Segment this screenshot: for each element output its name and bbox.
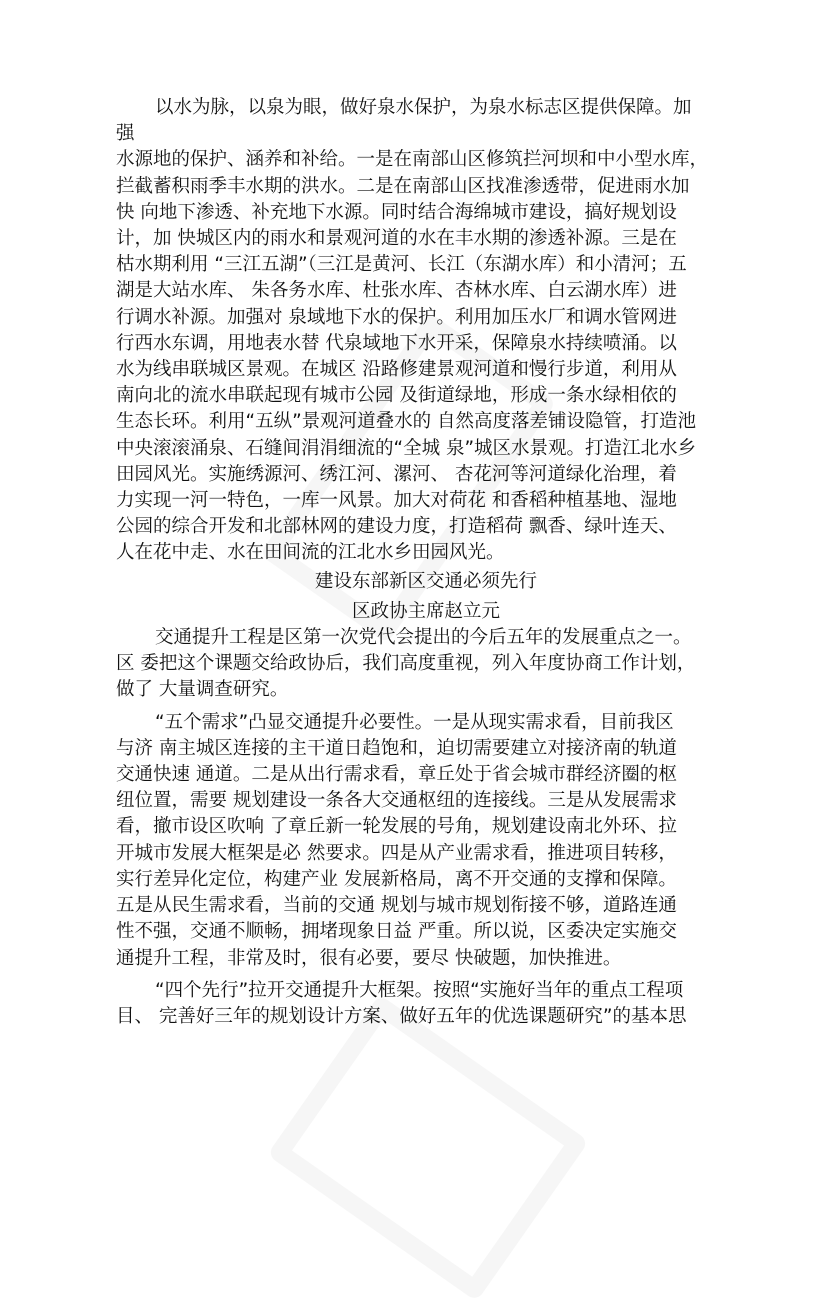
text-line: 行西水东调，用地表水替 代泉域地下水开采，保障泉水持续喷涌。以 — [116, 332, 677, 354]
text-line: 枯水期利用 “三江五湖”（三江是黄河、长江（东湖水库）和小清河；五 — [116, 254, 687, 276]
text-line: 力实现一河一特色，一库一风景。加大对荷花 和香稻种植基地、湿地 — [116, 490, 677, 512]
text-line: 强 — [116, 123, 135, 145]
text-line: 通提升工程，非常及时，很有必要，要尽 快破题，加快推进。 — [116, 947, 622, 969]
text-line: 中央滚滚涌泉、石缝间涓涓细流的“全城 泉”城区水景观。打造江北水乡 — [116, 437, 697, 459]
paragraph — [116, 625, 736, 704]
text-line: 拦截蓄积雨季丰水期的洪水。二是在南部山区找准渗透带，促进雨水加 — [116, 175, 690, 197]
text-line: 交通快速 通道。二是从出行需求看，章丘处于省会城市群经济圈的枢 — [116, 764, 677, 786]
text-line: 水源地的保护、涵养和补给。一是在南部山区修筑拦河坝和中小型水库， — [116, 149, 709, 171]
article-author: 区政协主席赵立元 — [351, 600, 500, 622]
text-line: 实行差异化定位，构建产业 发展新格局，离不开交通的支撑和保障。 — [116, 868, 677, 890]
text-line: 交通提升工程是区第一次党代会提出的今后五年的发展重点之一。 — [155, 627, 692, 649]
text-line: 做了 大量调查研究。 — [116, 679, 289, 701]
text-line: 田园风光。实施绣源河、绣江河、漯河、 杏花河等河道绿化治理，着 — [116, 463, 677, 485]
text-line: 目、 完善好三年的规划设计方案、做好五年的优选课题研究”的基本思 — [116, 1005, 687, 1027]
text-line: 性不强，交通不顺畅，拥堵现象日益 严重。所以说，区委决定实施交 — [116, 921, 677, 943]
text-line: 公园的综合开发和北部林网的建设力度，打造稻荷 飘香、绿叶连天、 — [116, 516, 677, 538]
text-line: 五是从民生需求看，当前的交通 规划与城市规划衔接不够，道路连通 — [116, 895, 677, 917]
text-line: 看，撤市设区吹响 了章丘新一轮发展的号角，规划建设南北外环、拉 — [116, 816, 677, 838]
text-line: 人在花中走、水在田间流的江北水乡田园风光。 — [116, 542, 505, 564]
text-line: 与济 南主城区连接的主干道日趋饱和，迫切需要建立对接济南的轨道 — [116, 737, 677, 759]
section-water-protection — [116, 95, 736, 567]
text-line: 计，加 快城区内的雨水和景观河道的水在丰水期的渗透补源。三是在 — [116, 228, 677, 250]
paragraph — [116, 710, 736, 972]
document-page — [116, 95, 736, 1030]
text-line: 生态长环。利用“五纵”景观河道叠水的 自然高度落差铺设隐管，打造池 — [116, 411, 697, 433]
text-line: 水为线串联城区景观。在城区 沿路修建景观河道和慢行步道，利用从 — [116, 359, 677, 381]
watermark — [267, 994, 589, 1301]
text-line: “四个先行”拉开交通提升大框架。按照“实施好当年的重点工程项 — [155, 979, 684, 1001]
text-line: 区 委把这个课题交给政协后，我们高度重视，列入年度协商工作计划， — [116, 653, 696, 675]
text-line: 行调水补源。加强对 泉域地下水的保护。利用加压水厂和调水管网进 — [116, 306, 677, 328]
text-line: 快 向地下渗透、补充地下水源。同时结合海绵城市建设，搞好规划设 — [116, 201, 677, 223]
text-line: 以水为脉，以泉为眼，做好泉水保护，为泉水标志区提供保障。加 — [155, 97, 692, 118]
text-line: 南向北的流水串联起现有城市公园 及街道绿地，形成一条水绿相依的 — [116, 385, 677, 407]
text-line: “五个需求”凸显交通提升必要性。一是从现实需求看，目前我区 — [155, 711, 674, 733]
paragraph — [116, 978, 736, 1030]
text-line: 开城市发展大框架是必 然要求。四是从产业需求看，推进项目转移， — [116, 842, 677, 864]
text-line: 湖是大站水库、 朱各务水库、杜张水库、杏林水库、白云湖水库）进 — [116, 280, 677, 302]
article-title: 建设东部新区交通必须先行 — [314, 570, 537, 592]
text-line: 纽位置，需要 规划建设一条各大交通枢纽的连接线。三是从发展需求 — [116, 790, 677, 812]
